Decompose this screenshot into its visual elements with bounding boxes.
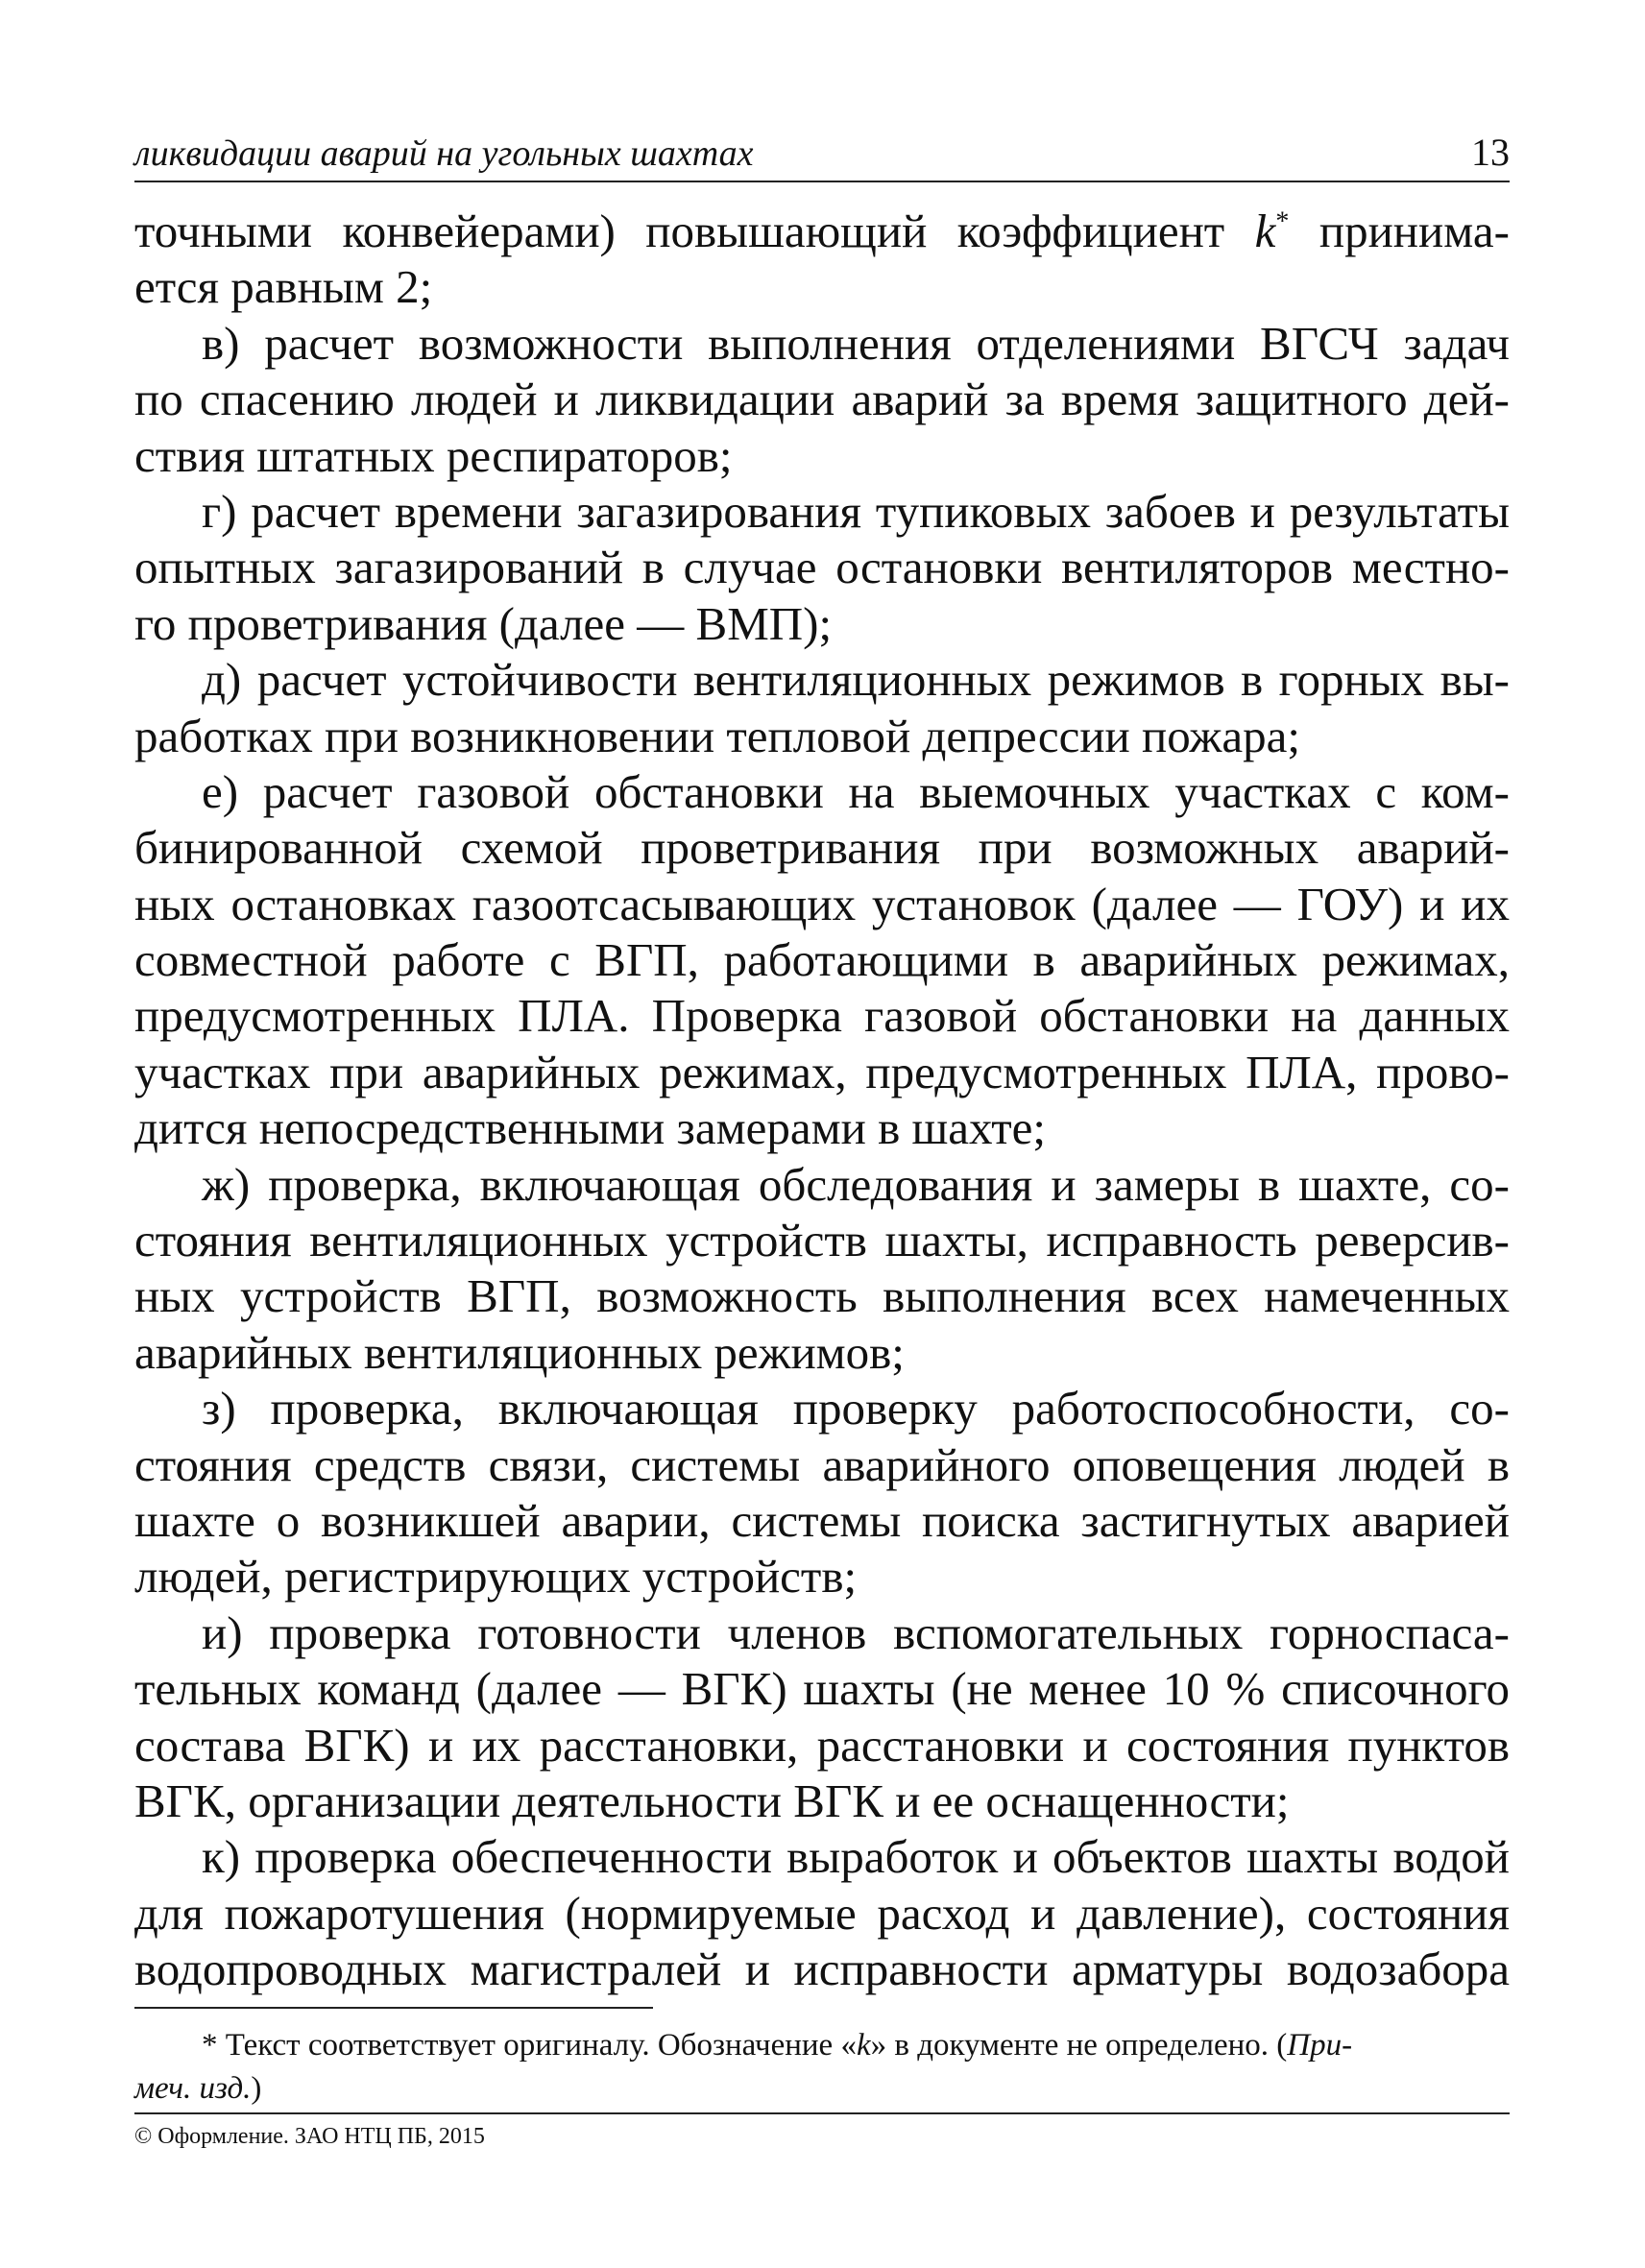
text-line: стояния средств связи, системы аварийного оповещения людей в xyxy=(134,1437,1510,1491)
paragraph-start-k: к) проверка обеспеченности выработок и объектов шахты водой xyxy=(202,1830,1510,1884)
text-line: шахте о возникшей аварии, системы поиска застигнутых аварией xyxy=(134,1493,1510,1547)
body-text xyxy=(134,204,1510,1998)
text-line: для пожаротушения (нормируемые расход и давление), состояния xyxy=(134,1886,1510,1940)
variable-k: k xyxy=(1254,205,1276,257)
paragraph-start-i: и) проверка готовности членов вспомогательных горноспаса- xyxy=(202,1605,1510,1659)
paragraph-start-z: з) проверка, включающая проверку работоспособности, со- xyxy=(202,1382,1510,1436)
text-line: стояния вентиляционных устройств шахты, исправность реверсив- xyxy=(134,1214,1510,1267)
text-line: состава ВГК) и их расстановки, расстановки и состояния пунктов xyxy=(134,1718,1510,1772)
paragraph-start-zh: ж) проверка, включающая обследования и замеры в шахте, со- xyxy=(202,1157,1510,1211)
paragraph-start-g: г) расчет времени загазирования тупиковых забоев и результаты xyxy=(202,484,1510,538)
paragraph-start-v: в) расчет возможности выполнения отделениями ВГСЧ задач xyxy=(202,316,1510,370)
running-header xyxy=(134,133,1510,182)
text-line: аварийных вентиляционных режимов; xyxy=(134,1325,905,1379)
text-line: ВГК, организации деятельности ВГК и ее оснащенности; xyxy=(134,1773,1290,1827)
footnote xyxy=(134,2024,1510,2111)
text-line: по спасению людей и ликвидации аварий за время защитного дей- xyxy=(134,373,1510,426)
running-title: ликвидации аварий на угольных шахтах xyxy=(134,133,754,174)
text-line: дится непосредственными замерами в шахте; xyxy=(134,1101,1047,1155)
paragraph-start-e: е) расчет газовой обстановки на выемочных участках с ком- xyxy=(202,764,1510,818)
text-line: тельных команд (далее — ВГК) шахты (не менее 10 % списочного xyxy=(134,1662,1510,1716)
footnote-divider xyxy=(134,2007,653,2009)
text-line: предусмотренных ПЛА. Проверка газовой обстановки на данных xyxy=(134,989,1510,1043)
text-line: ных остановках газоотсасывающих установок (далее — ГОУ) и их xyxy=(134,877,1510,930)
bottom-divider xyxy=(134,2112,1510,2114)
footnote-marker: * xyxy=(1275,206,1290,237)
text-line: го проветривания (далее — ВМП); xyxy=(134,596,833,650)
text-line: участках при аварийных режимах, предусмотренных ПЛА, прово- xyxy=(134,1045,1510,1098)
copyright-notice: © Оформление. ЗАО НТЦ ПБ, 2015 xyxy=(134,2124,485,2149)
text-line: бинированной схемой проветривания при возможных аварий- xyxy=(134,821,1510,875)
text-line: точными конвейерами) повышающий коэффициент k* принима- xyxy=(134,205,1510,257)
text-line: ется равным 2; xyxy=(134,260,433,314)
text-line: работках при возникновении тепловой депрессии пожара; xyxy=(134,709,1300,762)
footnote-line: меч. изд.) xyxy=(134,2071,262,2106)
text-line: совместной работе с ВГП, работающими в аварийных режимах, xyxy=(134,933,1510,987)
text-line: людей, регистрирующих устройств; xyxy=(134,1550,858,1604)
page-number: 13 xyxy=(1471,131,1510,174)
paragraph-start-d: д) расчет устойчивости вентиляционных режимов в горных вы- xyxy=(202,653,1510,707)
text-line: ствия штатных респираторов; xyxy=(134,428,733,482)
text-line: опытных загазирований в случае остановки вентиляторов местно- xyxy=(134,541,1510,594)
text-line: водопроводных магистралей и исправности арматуры водозабора xyxy=(134,1942,1510,1996)
text-line: ных устройств ВГП, возможность выполнения всех намеченных xyxy=(134,1269,1510,1323)
footnote-line: * Текст соответствует оригиналу. Обозначение «k» в документе не определено. (При- xyxy=(202,2028,1353,2063)
